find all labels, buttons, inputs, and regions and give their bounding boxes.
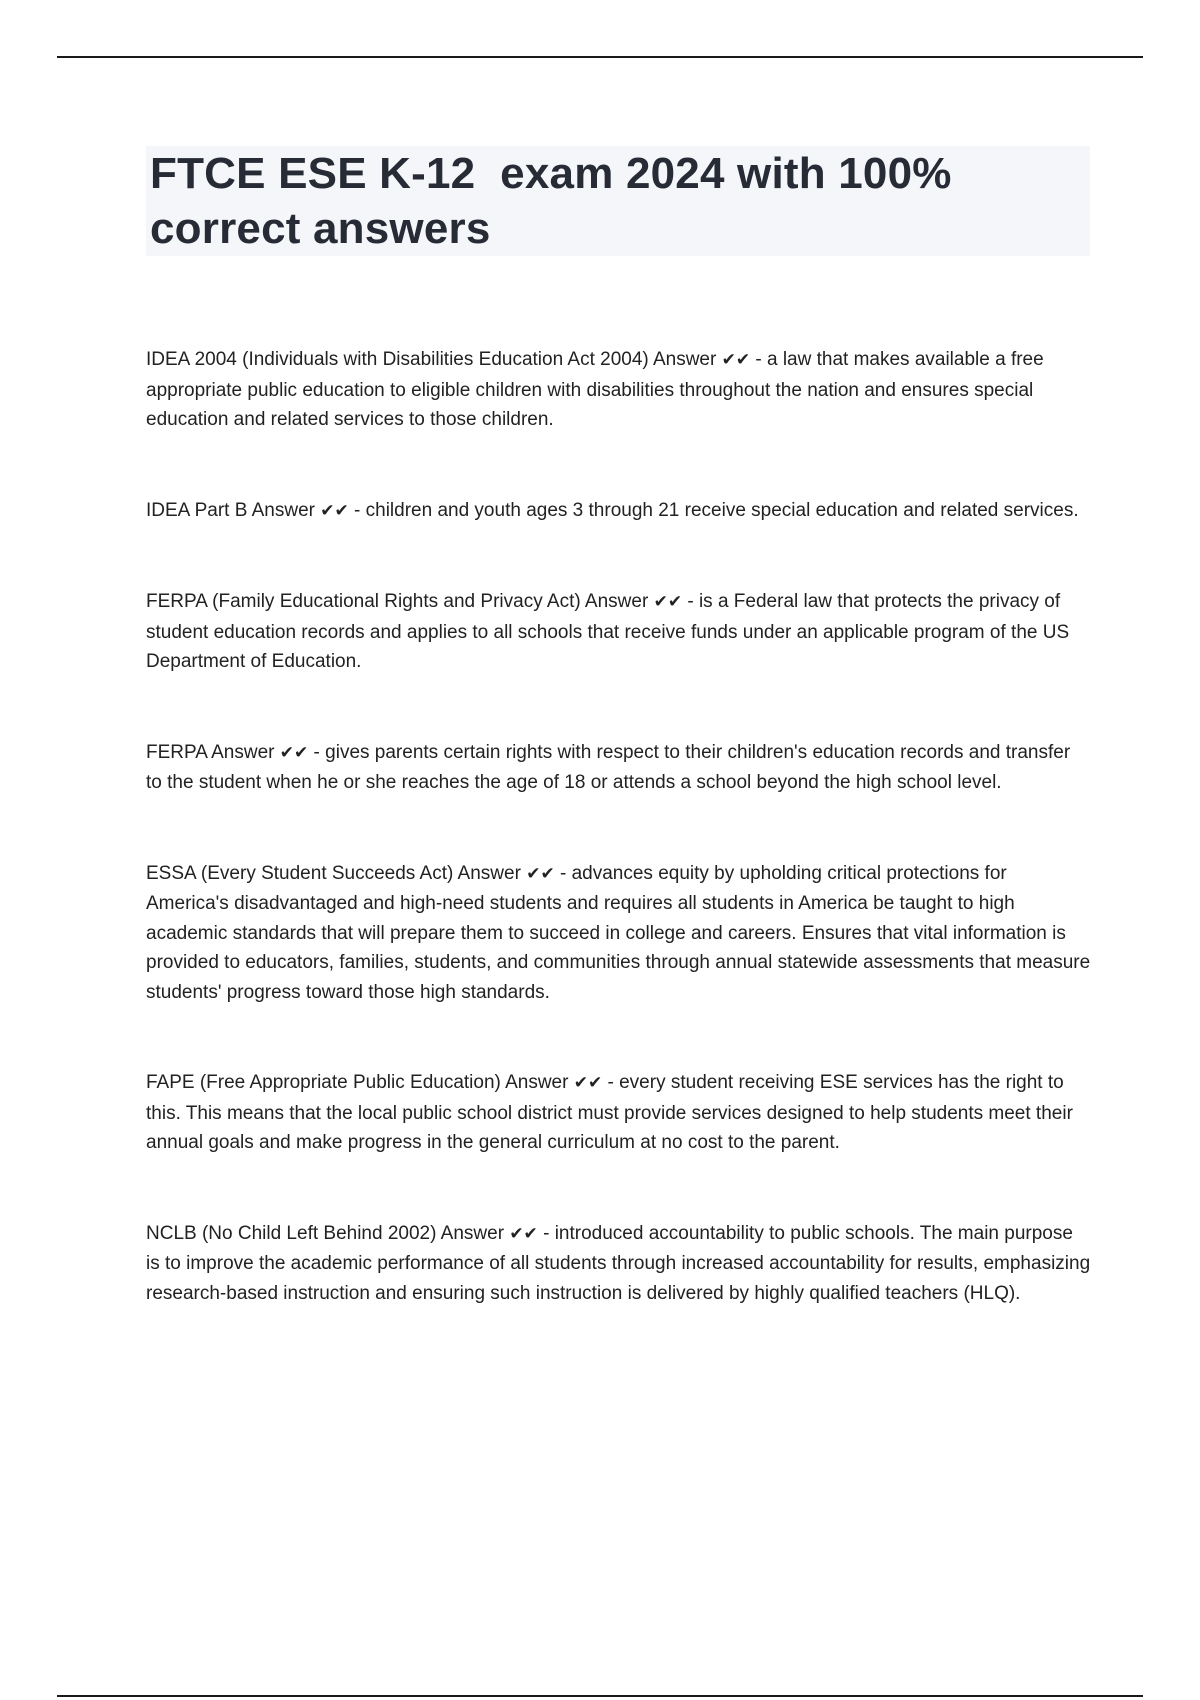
check-mark-icon: ✔✔: [279, 742, 309, 763]
header-rule: [57, 56, 1143, 58]
qa-entry: [146, 1068, 1091, 1158]
title-block: [146, 146, 1090, 256]
qa-entry: [146, 738, 1091, 798]
entry-term: NCLB (No Child Left Behind 2002) Answer: [146, 1222, 505, 1244]
qa-entry: [146, 859, 1091, 1008]
entry-answer: - a law that makes available a free appropriate public education to eligible children with disabilities throughout the nation and ensures special education and related services to those children.: [146, 349, 1044, 430]
entry-term: FAPE (Free Appropriate Public Education) Answer: [146, 1072, 569, 1093]
check-mark-icon: ✔✔: [653, 592, 683, 612]
entry-answer: - advances equity by upholding critical protections for America's disadvantaged and high-need students and requires all students in America be taught to high academic standards that will prepare them to succeed in college and careers. Ensures that vital information is provided to educators, families, students, and communities through annual statewide assessments that measure students' progress toward those high standards.: [146, 862, 1091, 1003]
qa-entry: [146, 345, 1091, 435]
entry-term: FERPA Answer: [146, 741, 275, 763]
check-mark-icon: ✔✔: [320, 500, 349, 521]
entry-term: IDEA Part B Answer: [146, 499, 315, 521]
footer-rule: [57, 1695, 1143, 1697]
entry-answer: - children and youth ages 3 through 21 receive special education and related services.: [354, 499, 1079, 521]
check-mark-icon: ✔✔: [573, 1073, 603, 1093]
entry-term: ESSA (Every Student Succeeds Act) Answer: [146, 862, 521, 884]
qa-entry: [146, 496, 1091, 527]
check-mark-icon: ✔✔: [526, 863, 555, 884]
qa-entry: [146, 1219, 1091, 1309]
entry-term: FERPA (Family Educational Rights and Privacy Act) Answer: [146, 591, 649, 612]
check-mark-icon: ✔✔: [721, 350, 751, 370]
check-mark-icon: ✔✔: [509, 1223, 538, 1244]
entry-answer: - is a Federal law that protects the privacy of student education records and applies to all schools that receive funds under an applicable program of the US Department of Education.: [146, 591, 1070, 672]
qa-list: [146, 345, 1091, 1308]
entry-answer: - introduced accountability to public schools. The main purpose is to improve the academic performance of all students through increased accountability for results, emphasizing research-based instruction and ensuring such instruction is delivered by highly qualified teachers (HLQ).: [146, 1222, 1091, 1304]
qa-entry: [146, 587, 1091, 677]
document-title: FTCE ESE K-12 exam 2024 with 100% correct answers: [150, 149, 965, 253]
entry-answer: - every student receiving ESE services has the right to this. This means that the local public school district must provide services designed to help students meet their annual goals and make progress in the general curriculum at no cost to the parent.: [146, 1072, 1073, 1153]
entry-answer: - gives parents certain rights with respect to their children's education records and transfer to the student when he or she reaches the age of 18 or attends a school beyond the high school level.: [146, 741, 1071, 793]
entry-term: IDEA 2004 (Individuals with Disabilities Education Act 2004) Answer: [146, 349, 717, 370]
